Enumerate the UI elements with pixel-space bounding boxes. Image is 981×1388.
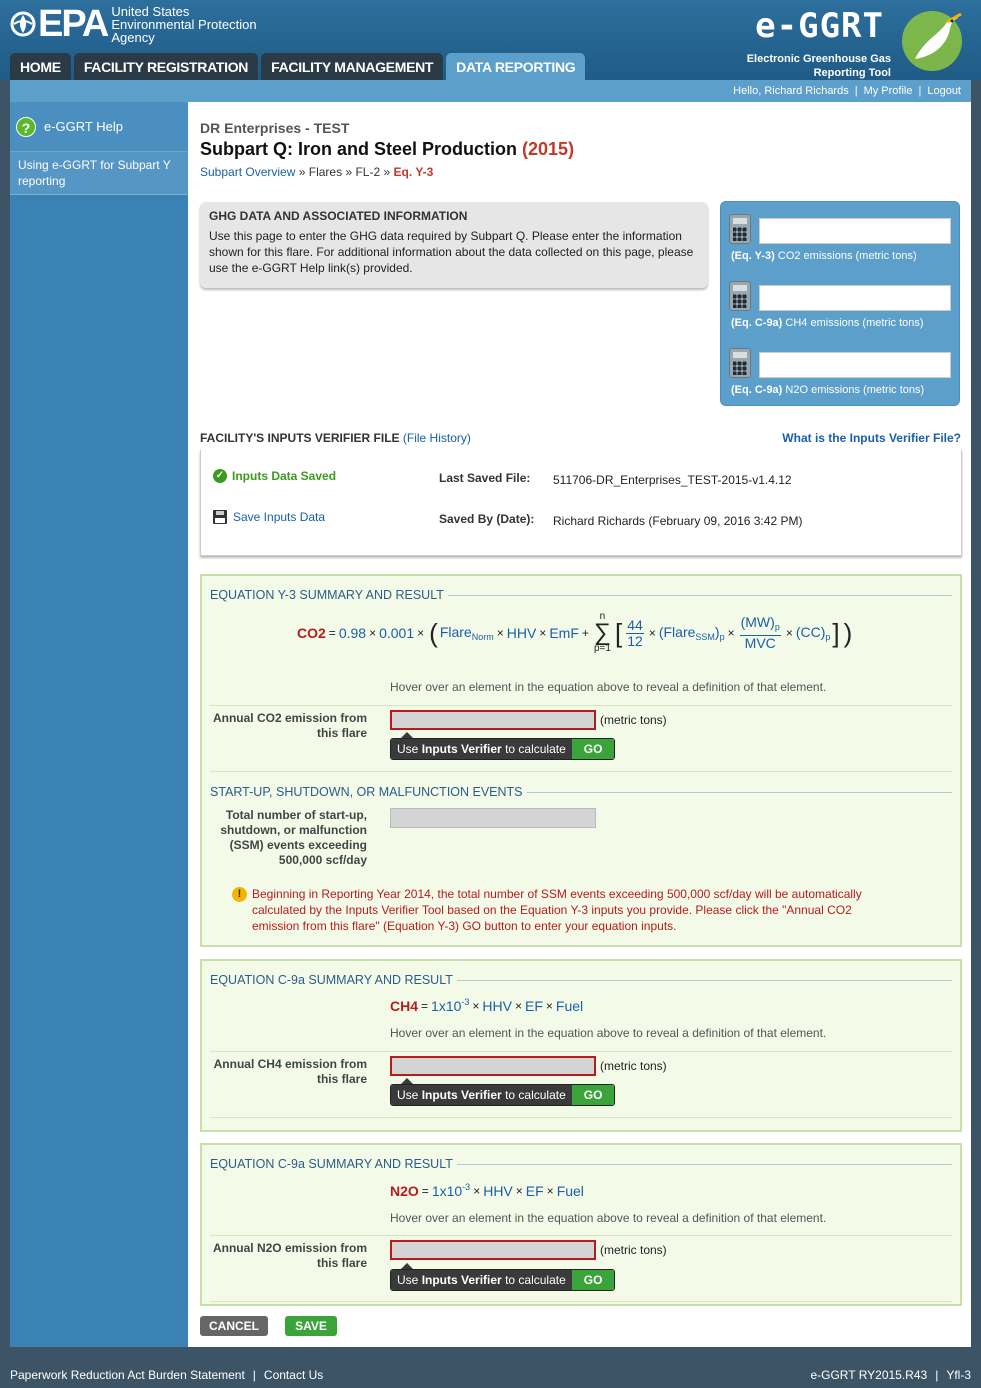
ssm-events-label: Total number of start-up, shutdown, or malfunction (SSM) events exceeding 500,000 scf/day (220, 808, 367, 867)
eq-y3-formula: CO2 = 0.98 × 0.001 × ( Flare$_{Norm}$ × HHV × EmF + n ∑ p=1 [ $\frac{44}{12}$ × $(Flare_{SSM})_p$ × $\frac{(MW)_p}{\text{MVC}}$ × $(CC)_p$ ] ) (297, 611, 853, 654)
formula-hhv[interactable]: HHV (483, 1182, 513, 1199)
ssm-warning: ! Beginning in Reporting Year 2014, the total number of SSM events exceeding 500,000 scf/day will be automatically calculated by the Inputs Verifier Tool based on the Equation Y-3 inputs you provide. Please click the "Annual CO2 emission from this flare" (Equation Y-3) GO button to enter your equation inputs. (232, 886, 892, 934)
n2o-unit: (metric tons) (600, 1243, 667, 1257)
co2-inputs-verifier-button[interactable]: Use Inputs Verifier to calculate GO (390, 738, 615, 760)
formula-sum: n ∑ p=1 (593, 611, 611, 654)
eq-y3-section (200, 574, 962, 947)
formula-fuel[interactable]: Fuel (555, 997, 584, 1014)
n2o-summary-row: (Eq. C-9a) N2O emissions (metric tons) (729, 340, 953, 400)
saved-by-label: Saved By (Date): (439, 512, 535, 526)
page-title: Subpart Q: Iron and Steel Production (2015) (200, 139, 575, 159)
eq-y3-heading: EQUATION Y-3 SUMMARY AND RESULT (210, 588, 952, 602)
formula-flare-ssm[interactable]: $(Flare_{SSM})_p$ (658, 624, 725, 642)
main-content (188, 102, 971, 1347)
n2o-emission-input[interactable] (390, 1240, 596, 1260)
formula-coef-098[interactable]: 0.98 (338, 625, 367, 641)
breadcrumb: Subpart Overview » Flares » FL-2 » Eq. Y-3 (200, 165, 434, 179)
formula-fuel[interactable]: Fuel (556, 1182, 584, 1199)
main-nav (10, 53, 588, 80)
formula-flare-norm[interactable]: Flare$_{Norm}$ (439, 624, 494, 642)
warning-icon: ! (232, 887, 247, 902)
eggrt-logo (729, 4, 969, 78)
egret-bird-icon (895, 4, 969, 78)
tab-data-reporting[interactable]: DATA REPORTING (446, 53, 585, 80)
ghg-info-box (200, 202, 708, 288)
ch4-emission-label: Annual CH4 emission from this flare (213, 1057, 367, 1086)
formula-co2[interactable]: CO2 (297, 625, 326, 641)
tab-facility-registration[interactable]: FACILITY REGISTRATION (74, 53, 258, 80)
eggrt-title: e-GGRT (755, 6, 884, 46)
n2o-emission-label: Annual N2O emission from this flare (212, 1241, 367, 1270)
ssm-events-input[interactable] (390, 808, 596, 828)
formula-fraction-44-12[interactable]: $\frac{44}{12}$ (627, 616, 643, 649)
ch4-go-button[interactable]: GO (572, 1085, 615, 1105)
ch4-unit: (metric tons) (600, 1059, 667, 1073)
emissions-summary-panel (720, 201, 960, 406)
cancel-button[interactable]: CANCEL (200, 1316, 268, 1336)
ghg-info-heading: GHG DATA AND ASSOCIATED INFORMATION (209, 209, 468, 223)
formula-ef[interactable]: EF (525, 1182, 544, 1199)
ch4-emission-input[interactable] (390, 1056, 596, 1076)
site-header (0, 0, 981, 80)
save-inputs-link[interactable]: Save Inputs Data (213, 510, 325, 524)
what-is-verifier-link[interactable]: What is the Inputs Verifier File? (782, 431, 961, 445)
co2-emission-input[interactable] (390, 710, 596, 730)
page-code: Yfl-3 (946, 1368, 971, 1382)
floppy-disk-icon (213, 510, 227, 524)
epa-flower-icon (10, 11, 36, 37)
eq-c9a-n2o-heading: EQUATION C-9a SUMMARY AND RESULT (210, 1157, 952, 1171)
epa-mark-text: EPA (38, 3, 108, 45)
breadcrumb-flares: Flares (308, 165, 343, 179)
eq-c9a-n2o-formula: N2O = $1x10^{-3}$ × HHV × EF × Fuel (390, 1182, 584, 1199)
n2o-summary-field (759, 352, 951, 378)
save-button[interactable]: SAVE (285, 1316, 337, 1336)
file-history-link[interactable]: (File History) (402, 431, 471, 445)
organization-name: DR Enterprises - TEST (200, 120, 350, 136)
help-link-subpart-y[interactable]: Using e-GGRT for Subpart Y reporting (10, 152, 188, 195)
version-label: e-GGRT RY2015.R43 (810, 1368, 928, 1382)
formula-n2o[interactable]: N2O (390, 1182, 419, 1199)
calculator-icon (729, 348, 751, 378)
help-title: e-GGRT Help (44, 119, 123, 134)
verifier-file-box (200, 450, 962, 556)
ghg-info-text: Use this page to enter the GHG data required by Subpart Q. Please enter the information shown for this flare. For additional information about the data collected on this page, please use the e-GGRT Help link(s) provided. (209, 229, 694, 275)
my-profile-link[interactable]: My Profile (863, 85, 913, 97)
formula-ef[interactable]: EF (525, 997, 543, 1014)
ssm-heading: START-UP, SHUTDOWN, OR MALFUNCTION EVENTS (210, 785, 952, 799)
help-header (10, 102, 188, 152)
help-sidebar (10, 102, 188, 1347)
co2-go-button[interactable]: GO (572, 739, 615, 759)
eq-c9a-n2o-section (200, 1143, 962, 1306)
calculator-icon (729, 281, 751, 311)
ch4-summary-row: (Eq. C-9a) CH4 emissions (metric tons) (729, 273, 953, 333)
tab-home[interactable]: HOME (10, 53, 71, 80)
user-bar: Hello, Richard Richards | My Profile | Logout (10, 80, 971, 102)
user-greeting: Hello, Richard Richards (733, 85, 849, 97)
breadcrumb-current: Eq. Y-3 (393, 165, 434, 179)
last-saved-value: 511706-DR_Enterprises_TEST-2015-v1.4.12 (553, 473, 792, 487)
last-saved-label: Last Saved File: (439, 471, 531, 485)
breadcrumb-fl2: FL-2 (355, 165, 381, 179)
n2o-go-button[interactable]: GO (572, 1270, 615, 1290)
formula-emf[interactable]: EmF (549, 625, 579, 641)
contact-us-link[interactable]: Contact Us (263, 1368, 324, 1382)
formula-hhv[interactable]: HHV (506, 625, 537, 641)
eq-c9a-ch4-heading: EQUATION C-9a SUMMARY AND RESULT (210, 973, 952, 987)
formula-coef[interactable]: $1x10^{-3}$ (431, 1182, 471, 1199)
saved-by-value: Richard Richards (February 09, 2016 3:42 PM) (553, 514, 803, 528)
verifier-title: FACILITY'S INPUTS VERIFIER FILE (File History) (200, 431, 471, 445)
inputs-saved-status: ✓ Inputs Data Saved (213, 469, 336, 483)
site-footer: Paperwork Reduction Act Burden Statement | Contact Us e-GGRT RY2015.R43 | Yfl-3 (10, 1368, 971, 1382)
formula-ch4[interactable]: CH4 (390, 997, 419, 1014)
eq-c9a-n2o-hover-note: Hover over an element in the equation above to reveal a definition of that element. (390, 1211, 827, 1225)
ch4-inputs-verifier-button[interactable]: Use Inputs Verifier to calculate GO (390, 1084, 615, 1106)
formula-cc[interactable]: $(CC)_p$ (795, 624, 831, 642)
calculator-icon (729, 214, 751, 244)
co2-summary-field (759, 218, 951, 244)
co2-unit: (metric tons) (600, 713, 667, 727)
ch4-summary-field (759, 285, 951, 311)
formula-coef-0001[interactable]: 0.001 (379, 625, 415, 641)
epa-agency-name: United States Environmental Protection Agency (111, 3, 257, 45)
formula-coef[interactable]: $1x10^{-3}$ (431, 997, 470, 1014)
formula-fraction-mw-mvc[interactable]: $\frac{(MW)_p}{\text{MVC}}$ (740, 614, 780, 651)
help-question-icon: ? (16, 117, 36, 137)
eq-c9a-ch4-formula: CH4 = $1x10^{-3}$ × HHV × EF × Fuel (390, 997, 584, 1014)
paperwork-link[interactable]: Paperwork Reduction Act Burden Statement (10, 1368, 245, 1382)
eq-y3-hover-note: Hover over an element in the equation above to reveal a definition of that element. (390, 680, 827, 694)
check-icon: ✓ (213, 469, 227, 483)
breadcrumb-subpart-overview[interactable]: Subpart Overview (200, 165, 296, 179)
tab-facility-management[interactable]: FACILITY MANAGEMENT (261, 53, 443, 80)
co2-summary-row: (Eq. Y-3) CO2 emissions (metric tons) (729, 206, 953, 266)
epa-logo[interactable] (10, 4, 257, 44)
logout-link[interactable]: Logout (927, 85, 961, 97)
formula-hhv[interactable]: HHV (482, 997, 512, 1014)
co2-emission-label: Annual CO2 emission from this flare (212, 711, 367, 740)
eq-c9a-ch4-hover-note: Hover over an element in the equation above to reveal a definition of that element. (390, 1026, 827, 1040)
eggrt-subtitle: Electronic Greenhouse Gas Reporting Tool (746, 53, 891, 79)
eq-c9a-ch4-section (200, 959, 962, 1132)
reporting-year: (2015) (522, 139, 575, 159)
n2o-inputs-verifier-button[interactable]: Use Inputs Verifier to calculate GO (390, 1269, 615, 1291)
